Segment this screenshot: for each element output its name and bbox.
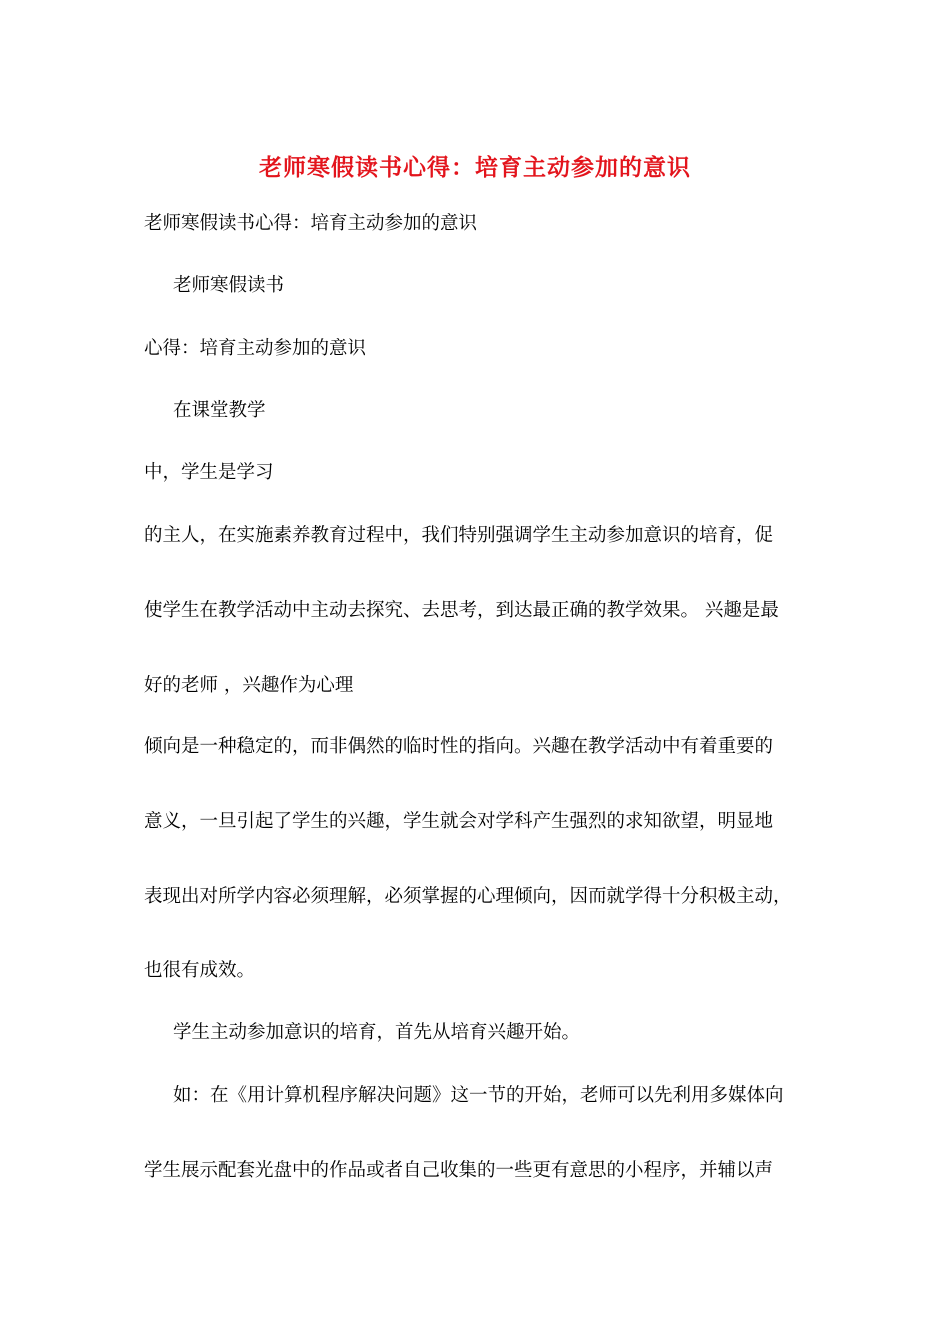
paragraph-line: 意义，一旦引起了学生的兴趣，学生就会对学科产生强烈的求知欲望，明显地 [144, 811, 774, 832]
paragraph-line: 如：在《用计算机程序解决问题》这一节的开始，老师可以先利用多媒体向 [173, 1085, 784, 1106]
paragraph-line: 倾向是一种稳定的，而非偶然的临时性的指向。兴趣在教学活动中有着重要的 [144, 736, 774, 757]
paragraph-line: 在课堂教学 [173, 400, 266, 421]
document-title: 老师寒假读书心得：培育主动参加的意识 [259, 154, 691, 181]
paragraph-line: 使学生在教学活动中主动去探究、去思考，到达最正确的教学效果。 兴趣是最 [144, 600, 779, 621]
paragraph-line: 学生主动参加意识的培育，首先从培育兴趣开始。 [173, 1022, 581, 1043]
paragraph-line: 的主人，在实施素养教育过程中，我们特别强调学生主动参加意识的培育，促 [144, 525, 774, 546]
paragraph-line: 学生展示配套光盘中的作品或者自己收集的一些更有意思的小程序，并辅以声 [144, 1160, 774, 1181]
paragraph-line: 表现出对所学内容必须理解，必须掌握的心理倾向，因而就学得十分积极主动， [144, 886, 792, 907]
paragraph-line: 心得：培育主动参加的意识 [144, 338, 367, 359]
paragraph-line: 中，学生是学习 [144, 462, 274, 483]
paragraph-line: 老师寒假读书心得：培育主动参加的意识 [144, 213, 478, 234]
paragraph-line: 也很有成效。 [144, 960, 256, 981]
paragraph-line: 好的老师 ，兴趣作为心理 [144, 675, 354, 696]
paragraph-line: 老师寒假读书 [173, 275, 285, 296]
